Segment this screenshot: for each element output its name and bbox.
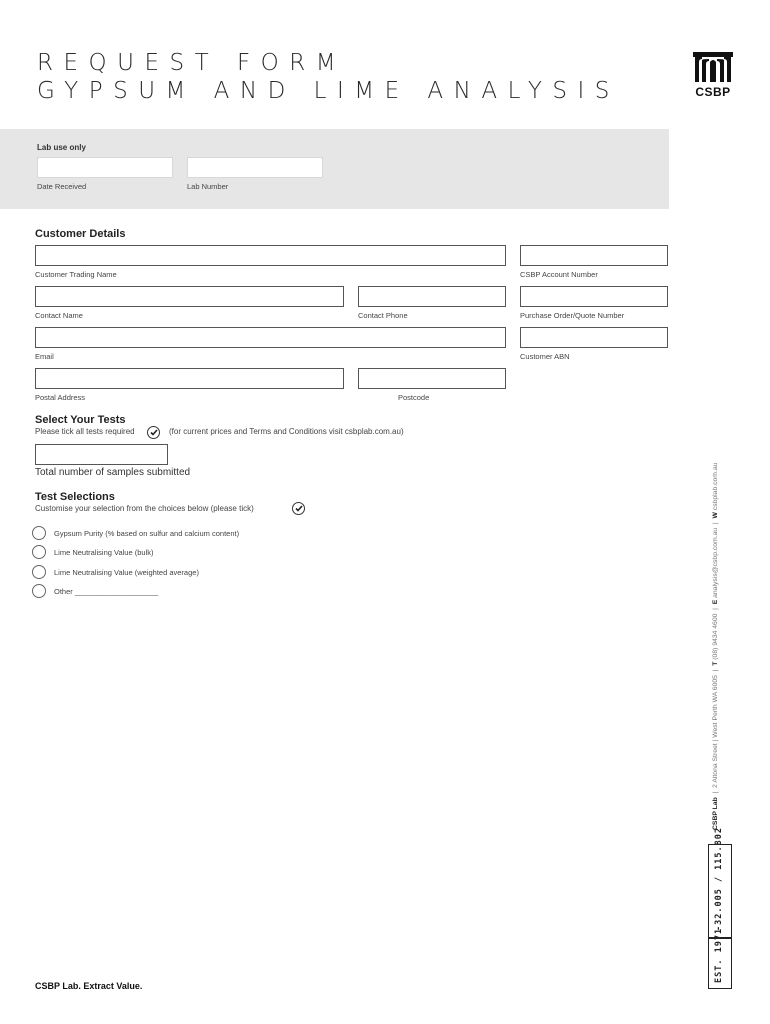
csbp-account-number-input[interactable] xyxy=(520,245,668,266)
option-gypsum-purity-radio[interactable] xyxy=(32,526,46,540)
contact-name-label: Contact Name xyxy=(35,311,83,320)
option-gypsum-purity-label: Gypsum Purity (% based on sulfur and calcium content) xyxy=(54,529,240,538)
option-lime-weighted-radio[interactable] xyxy=(32,565,46,579)
csbp-logo xyxy=(690,50,736,99)
lab-use-title: Lab use only xyxy=(37,143,86,152)
est-year: EST. 1971 xyxy=(714,927,724,983)
option-other-radio[interactable] xyxy=(32,584,46,598)
option-lime-bulk-label: Lime Neutralising Value (bulk) xyxy=(54,548,154,557)
form-title-line2: GYPSUM AND LIME ANALYSIS xyxy=(37,78,620,104)
csbp-account-number-label: CSBP Account Number xyxy=(520,270,598,279)
est-stamp xyxy=(708,827,732,989)
select-tests-heading: Select Your Tests xyxy=(35,414,126,426)
footer-tagline: CSBP Lab. Extract Value. xyxy=(35,981,143,991)
total-samples-label: Total number of samples submitted xyxy=(35,467,191,478)
tick-example-icon xyxy=(147,426,160,439)
logo-text: CSBP xyxy=(695,85,731,99)
postal-address-input[interactable] xyxy=(35,368,344,389)
total-samples-input[interactable] xyxy=(35,444,168,465)
test-selections-instruction: Customise your selection from the choices below (please tick) xyxy=(35,504,254,513)
side-company: CSBP Lab xyxy=(712,797,719,830)
lab-number-input[interactable] xyxy=(187,157,323,178)
option-other-label: Other ____________________ xyxy=(54,587,159,596)
form-title-line1: REQUEST FORM xyxy=(37,50,347,76)
prices-note: (for current prices and Terms and Conditions visit csbplab.com.au) xyxy=(169,427,404,436)
contact-name-input[interactable] xyxy=(35,286,344,307)
test-selections-heading: Test Selections xyxy=(35,491,115,503)
lab-use-panel xyxy=(0,129,669,209)
purchase-order-label: Purchase Order/Quote Number xyxy=(520,311,625,320)
date-received-input[interactable] xyxy=(37,157,173,178)
side-contact-text: CSBP Lab | 2 Altona Street | West Perth WA 6005 | T (08) 9434 4600 | E analysis@csbp.com.au | W csbplab.com.au xyxy=(712,462,719,830)
side-email-key: E xyxy=(712,599,719,605)
option-lime-weighted-label: Lime Neutralising Value (weighted average) xyxy=(54,568,199,577)
email-input[interactable] xyxy=(35,327,506,348)
contact-phone-label: Contact Phone xyxy=(358,311,408,320)
side-web: csbplab.com.au xyxy=(712,462,719,511)
customer-abn-input[interactable] xyxy=(520,327,668,348)
email-label: Email xyxy=(35,352,54,361)
lab-number-label: Lab Number xyxy=(187,182,229,191)
postcode-label: Postcode xyxy=(398,393,430,402)
purchase-order-input[interactable] xyxy=(520,286,668,307)
tick-example-icon xyxy=(292,502,305,515)
postcode-input[interactable] xyxy=(358,368,506,389)
date-received-label: Date Received xyxy=(37,182,87,191)
side-email: analysis@csbp.com.au xyxy=(712,527,719,598)
contact-phone-input[interactable] xyxy=(358,286,506,307)
postal-address-label: Postal Address xyxy=(35,393,86,402)
customer-trading-name-label: Customer Trading Name xyxy=(35,270,117,279)
select-tests-instruction: Please tick all tests required xyxy=(35,427,135,436)
customer-details-heading: Customer Details xyxy=(35,228,126,240)
customer-trading-name-input[interactable] xyxy=(35,245,506,266)
side-web-key: W xyxy=(712,512,719,519)
side-phone-key: T xyxy=(712,661,719,666)
option-lime-bulk-radio[interactable] xyxy=(32,545,46,559)
side-phone: (08) 9434 4600 xyxy=(712,613,719,660)
csbp-logo-icon xyxy=(690,50,736,84)
est-coordinates: -32.005 / 115.802 xyxy=(714,827,724,931)
customer-abn-label: Customer ABN xyxy=(520,352,570,361)
side-address: 2 Altona Street | West Perth WA 6005 xyxy=(712,675,719,788)
